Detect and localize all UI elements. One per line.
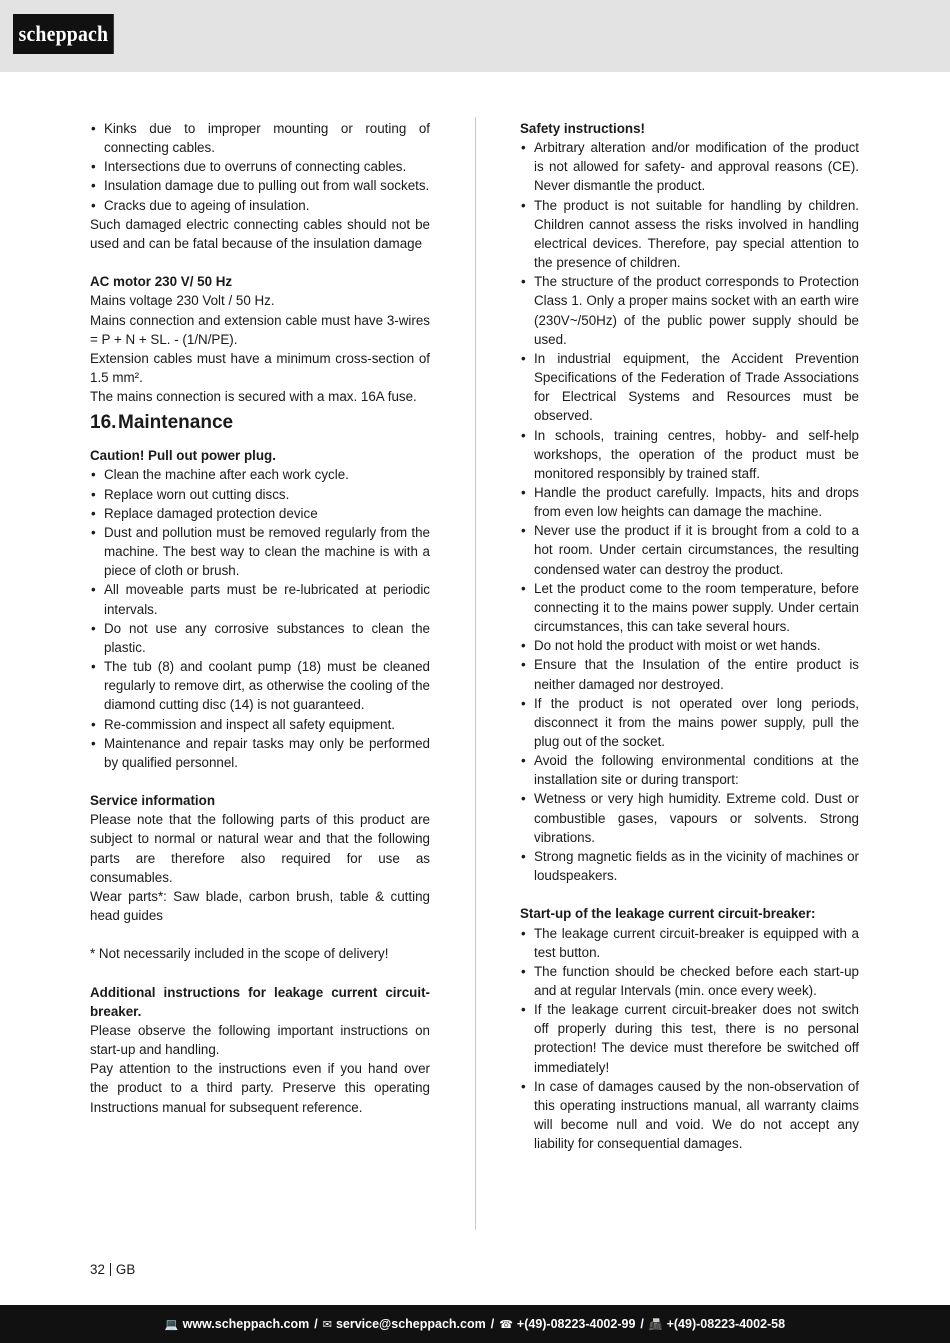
list-item: • The leakage current circuit-breaker is equipped with a test button. [520,924,859,962]
list-item: • Ensure that the Insulation of the entire product is neither damaged nor destroyed. [520,655,859,693]
safety-list [520,138,859,885]
ac-motor-paragraph: Mains voltage 230 Volt / 50 Hz. [90,293,275,309]
list-item: • The product is not suitable for handling by children. Children cannot assess the risks involved in handling electrical devices. Therefore, pay special attention to the presence of children. [520,196,859,273]
startup-heading: Start-up of the leakage current circuit-breaker: [520,906,816,922]
section-heading-maintenance [90,411,430,435]
cable-damage-list [90,119,430,215]
additional-instructions-heading: Additional instructions for leakage current circuit-breaker. [90,984,430,1019]
fax-icon: 📠 [648,1318,663,1331]
footer-website[interactable]: www.scheppach.com [182,1317,310,1331]
phone-icon: ☎ [499,1318,513,1331]
list-item: • In case of damages caused by the non-observation of this operating instructions manual, all warranty claims will become null and void. We do not accept any liability for consequential damages. [520,1077,859,1154]
list-item: • The tub (8) and coolant pump (18) must be cleaned regularly to remove dirt, as otherwise the cooling of the diamond cutting disc (14) is not guaranteed. [90,657,430,714]
list-item: • Replace worn out cutting discs. [90,485,430,504]
cable-damage-warning: Such damaged electric connecting cables should not be used and can be fatal because of the insulation damage [90,216,430,251]
computer-icon: 💻 [164,1318,179,1331]
page-number-value: 32 [90,1262,105,1277]
page-language: GB [115,1262,136,1277]
ac-motor-heading: AC motor 230 V/ 50 Hz [90,274,233,290]
list-item: • Intersections due to overruns of connecting cables. [90,157,430,176]
list-item: • If the product is not operated over long periods, disconnect it from the mains power supply, pull the plug out of the socket. [520,694,859,751]
list-item: • If the leakage current circuit-breaker does not switch off properly during this test, there is no personal protection! The device must therefore be switched off immediately! [520,1000,859,1077]
list-item: • Insulation damage due to pulling out from wall sockets. [90,176,430,195]
startup-list [520,924,859,1154]
list-item: • Do not use any corrosive substances to clean the plastic. [90,619,430,657]
caution-heading: Caution! Pull out power plug. [90,448,276,464]
list-item: • Strong magnetic fields as in the vicinity of machines or loudspeakers. [520,847,859,885]
list-item: • Never use the product if it is brought from a cold to a hot room. Under certain circumstances, the resulting condensed water can destroy the product. [520,521,859,578]
email-icon: ✉ [322,1318,332,1331]
list-item: • The function should be checked before each start-up and at regular Intervals (min. once every week). [520,962,859,1000]
list-item: • Wetness or very high humidity. Extreme cold. Dust or combustible gases, vapours or solvents. Strong vibrations. [520,789,859,846]
additional-paragraph: Please observe the following important instructions on start-up and handling. [90,1022,430,1058]
list-item: • All moveable parts must be re-lubricated at periodic intervals. [90,580,430,618]
list-item: • Kinks due to improper mounting or routing of connecting cables. [90,119,430,157]
page-header [0,0,950,72]
list-item: • Do not hold the product with moist or wet hands. [520,636,859,655]
footer-email[interactable]: service@scheppach.com [335,1317,486,1331]
right-column [520,119,859,1153]
left-column [90,119,430,1117]
page-number-separator [110,1263,111,1276]
list-item: • Re-commission and inspect all safety equipment. [90,715,430,734]
footer-fax: +(49)-08223-4002-58 [666,1317,786,1331]
list-item: • In industrial equipment, the Accident Prevention Specifications of the Federation of Trade Associations for Electrical Systems and Resources must be observed. [520,349,859,426]
list-item: • In schools, training centres, hobby- and self-help workshops, the operation of the product must be monitored responsibly by trained staff. [520,426,859,483]
list-item: • Dust and pollution must be removed regularly from the machine. The best way to clean the machine is with a piece of cloth or brush. [90,523,430,580]
ac-motor-paragraph: The mains connection is secured with a max. 16A fuse. [90,389,417,405]
section-number: 16. [90,412,117,434]
additional-paragraph: Pay attention to the instructions even if you hand over the product to a third party. Preserve this operating Instructions manual for subsequent reference. [90,1061,430,1115]
safety-heading: Safety instructions! [520,121,646,136]
ac-motor-paragraph: Mains connection and extension cable must have 3-wires = P + N + SL. - (1/N/PE). [90,312,430,347]
list-item: • Arbitrary alteration and/or modification of the product is not allowed for safety- and approval reasons (CE). Never dismantle the product. [520,138,859,195]
list-item: • Let the product come to the room temperature, before connecting it to the mains power supply. Under certain circumstances, this can take several hours. [520,579,859,636]
page-footer: 💻 www.scheppach.com / ✉ service@scheppach.com / ☎ +(49)-08223-4002-99 / 📠 +(49)-08223-4002-58 [0,1305,950,1343]
list-item: • Cracks due to ageing of insulation. [90,196,430,215]
service-heading: Service information [90,793,216,809]
wear-parts-paragraph: Wear parts*: Saw blade, carbon brush, table & cutting head guides [90,888,430,924]
maintenance-list [90,465,430,772]
scheppach-logo: scheppach [13,14,114,54]
delivery-note: * Not necessarily included in the scope of delivery! [90,946,389,962]
list-item: • The structure of the product corresponds to Protection Class 1. Only a proper mains socket with an earth wire (230V~/50Hz) of the public power supply should be used. [520,272,859,349]
ac-motor-paragraph: Extension cables must have a minimum cross-section of 1.5 mm². [90,350,430,386]
section-title: Maintenance [118,412,234,434]
list-item: • Handle the product carefully. Impacts, hits and drops from even low heights can damage the machine. [520,483,859,521]
page-number [90,1262,135,1277]
list-item: • Clean the machine after each work cycle. [90,465,430,484]
footer-phone: +(49)-08223-4002-99 [516,1317,636,1331]
list-item: • Avoid the following environmental conditions at the installation site or during transport: [520,751,859,789]
column-divider [475,117,476,1230]
list-item: • Replace damaged protection device [90,504,430,523]
service-paragraph: Please note that the following parts of this product are subject to normal or natural wear and that the following parts are therefore also required for use as consumables. [90,812,430,885]
list-item: • Maintenance and repair tasks may only be performed by qualified personnel. [90,734,430,772]
